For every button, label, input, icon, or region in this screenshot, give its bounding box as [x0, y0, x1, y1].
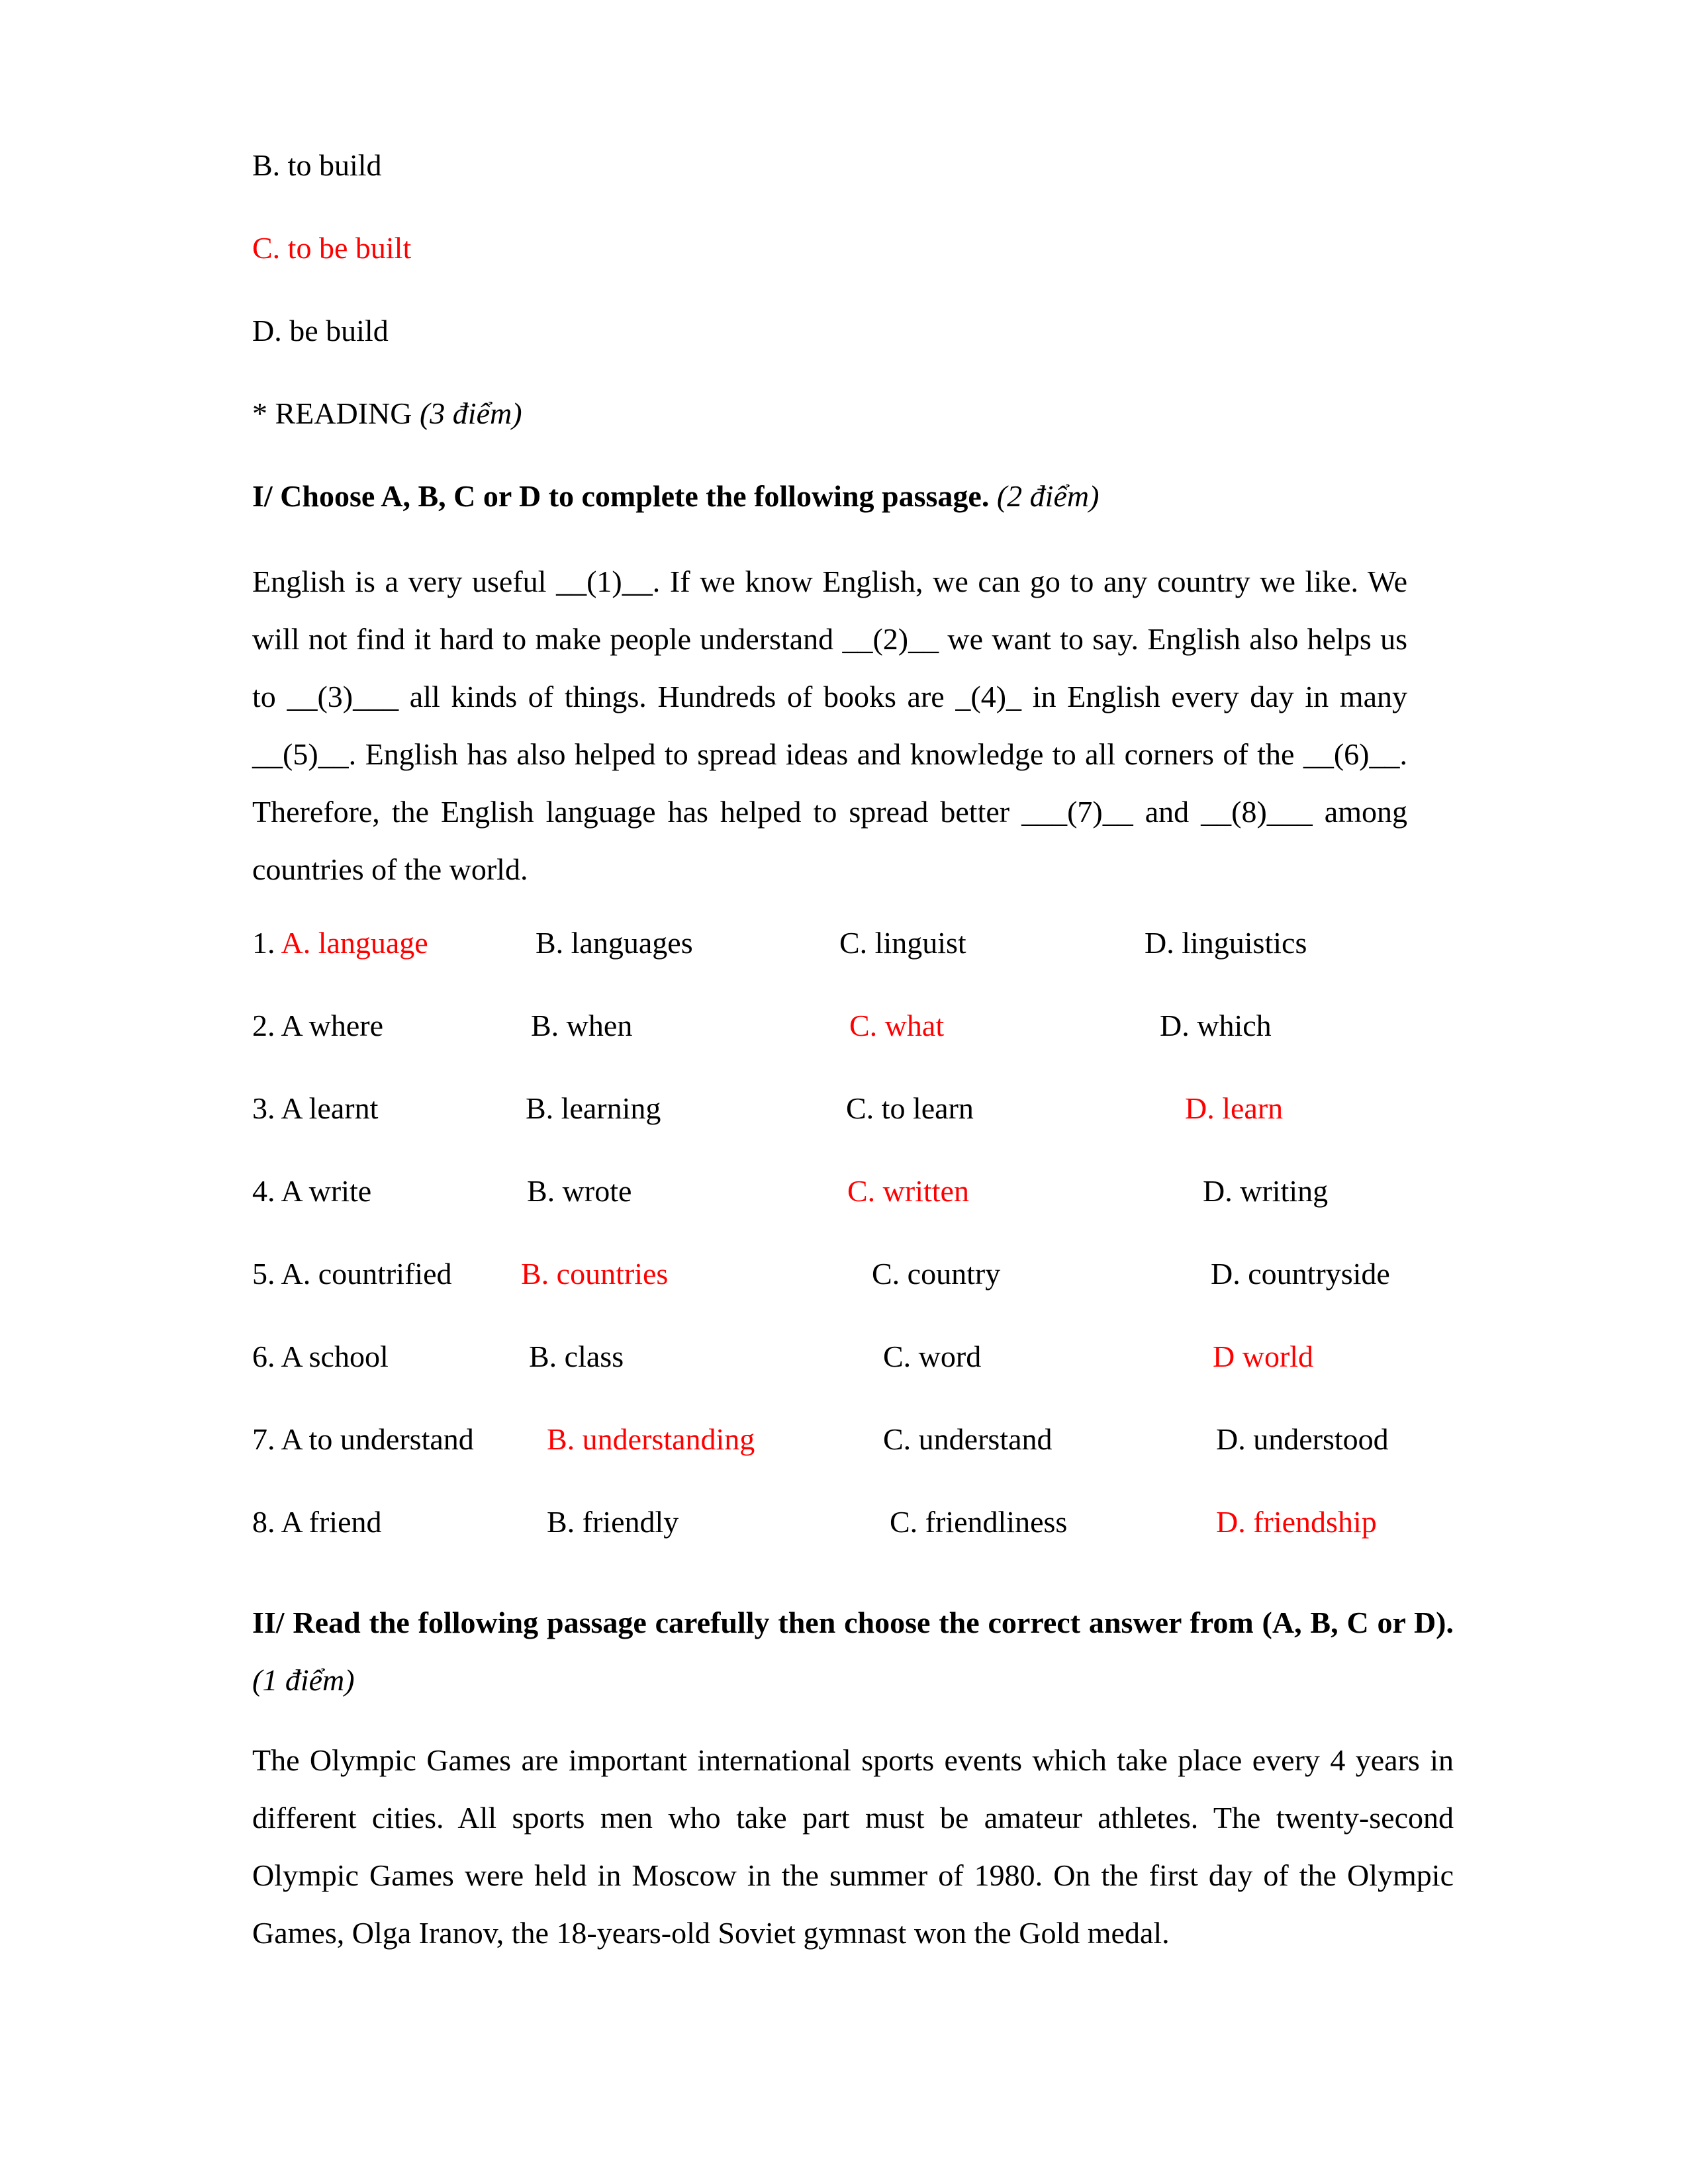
q1-option-b: B. languages	[536, 926, 693, 960]
option-text: A to understand	[281, 1422, 474, 1456]
option-text: A friend	[281, 1505, 382, 1539]
option-text: A. language	[281, 926, 428, 960]
prev-option-b: B. to build	[252, 148, 382, 182]
part2-points: (1 điểm)	[252, 1663, 355, 1697]
option-text: A write	[281, 1174, 372, 1208]
prev-option-c-correct: C. to be built	[252, 231, 412, 265]
q6-option-b: B. class	[529, 1340, 624, 1373]
question-number: 1.	[252, 926, 281, 960]
q5-option-c: C. country	[872, 1257, 1001, 1291]
q7-option-b-correct: B. understanding	[547, 1422, 755, 1456]
q4-option-a	[252, 1171, 371, 1211]
question-number: 7.	[252, 1422, 281, 1456]
option-text: A. countrified	[281, 1257, 452, 1291]
question-number: 6.	[252, 1340, 281, 1373]
option-text: A school	[281, 1340, 389, 1373]
question-number: 5.	[252, 1257, 281, 1291]
question-number: 8.	[252, 1505, 281, 1539]
part2-passage: The Olympic Games are important international sports events which take place every 4 years in different cities. All sports men who take part must be amateur athletes. The twenty-second Olympic Games were held in Moscow in the summer of 1980. On the first day of the Olympic Games, Olga Iranov, the 18-years-old Soviet gymnast won the Gold medal.	[252, 1743, 1454, 1950]
part1-passage: English is a very useful __(1)__. If we know English, we can go to any country we like. We will not find it hard to make people understand __(2)__ we want to say. English also helps us to __(3)___ all kinds of things. Hundreds of books are _(4)_ in English every day in many __(5)__. English has also helped to spread ideas and knowledge to all corners of the __(6)__. Therefore, the English language has helped to spread better ___(7)__ and __(8)___ among countries of the world.	[252, 565, 1407, 886]
option-text: A where	[281, 1009, 384, 1042]
option-text: A learnt	[281, 1091, 379, 1125]
q6-option-c: C. word	[883, 1340, 982, 1373]
q7-option-d: D. understood	[1216, 1422, 1389, 1456]
question-number: 2.	[252, 1009, 281, 1042]
q3-option-b: B. learning	[526, 1091, 661, 1125]
reading-title: * READING	[252, 396, 420, 430]
part1-points: (2 điểm)	[996, 479, 1100, 513]
q4-option-b: B. wrote	[527, 1174, 632, 1208]
q5-option-b-correct: B. countries	[521, 1257, 669, 1291]
q6-option-d-correct: D world	[1213, 1340, 1314, 1373]
q8-option-b: B. friendly	[547, 1505, 679, 1539]
part2-heading-text: II/ Read the following passage carefully then choose the correct answer from (A, B, C or D).	[252, 1606, 1454, 1639]
q3-option-a	[252, 1089, 378, 1128]
q8-option-a	[252, 1502, 381, 1542]
reading-points: (3 điểm)	[419, 396, 522, 430]
q7-option-a	[252, 1420, 474, 1459]
question-number: 4.	[252, 1174, 281, 1208]
q4-option-d: D. writing	[1203, 1174, 1329, 1208]
q1-option-a-correct	[252, 923, 428, 963]
prev-option-d: D. be build	[252, 314, 389, 347]
q2-option-d: D. which	[1160, 1009, 1272, 1042]
q3-option-d-correct: D. learn	[1185, 1091, 1284, 1125]
q1-option-d: D. linguistics	[1145, 926, 1307, 960]
q4-option-c-correct: C. written	[847, 1174, 969, 1208]
q5-option-a	[252, 1254, 452, 1294]
q8-option-c: C. friendliness	[890, 1505, 1068, 1539]
part1-heading-text: I/ Choose A, B, C or D to complete the following passage.	[252, 479, 997, 513]
q2-option-b: B. when	[531, 1009, 633, 1042]
q7-option-c: C. understand	[883, 1422, 1053, 1456]
q6-option-a	[252, 1337, 389, 1377]
q2-option-c-correct: C. what	[849, 1009, 945, 1042]
part1-heading	[252, 477, 1099, 516]
q8-option-d-correct: D. friendship	[1216, 1505, 1377, 1539]
q5-option-d: D. countryside	[1211, 1257, 1390, 1291]
q3-option-c: C. to learn	[846, 1091, 974, 1125]
part2-heading	[252, 1594, 1454, 1709]
q2-option-a	[252, 1006, 383, 1046]
question-number: 3.	[252, 1091, 281, 1125]
q1-option-c: C. linguist	[839, 926, 966, 960]
reading-section-title	[252, 394, 522, 433]
